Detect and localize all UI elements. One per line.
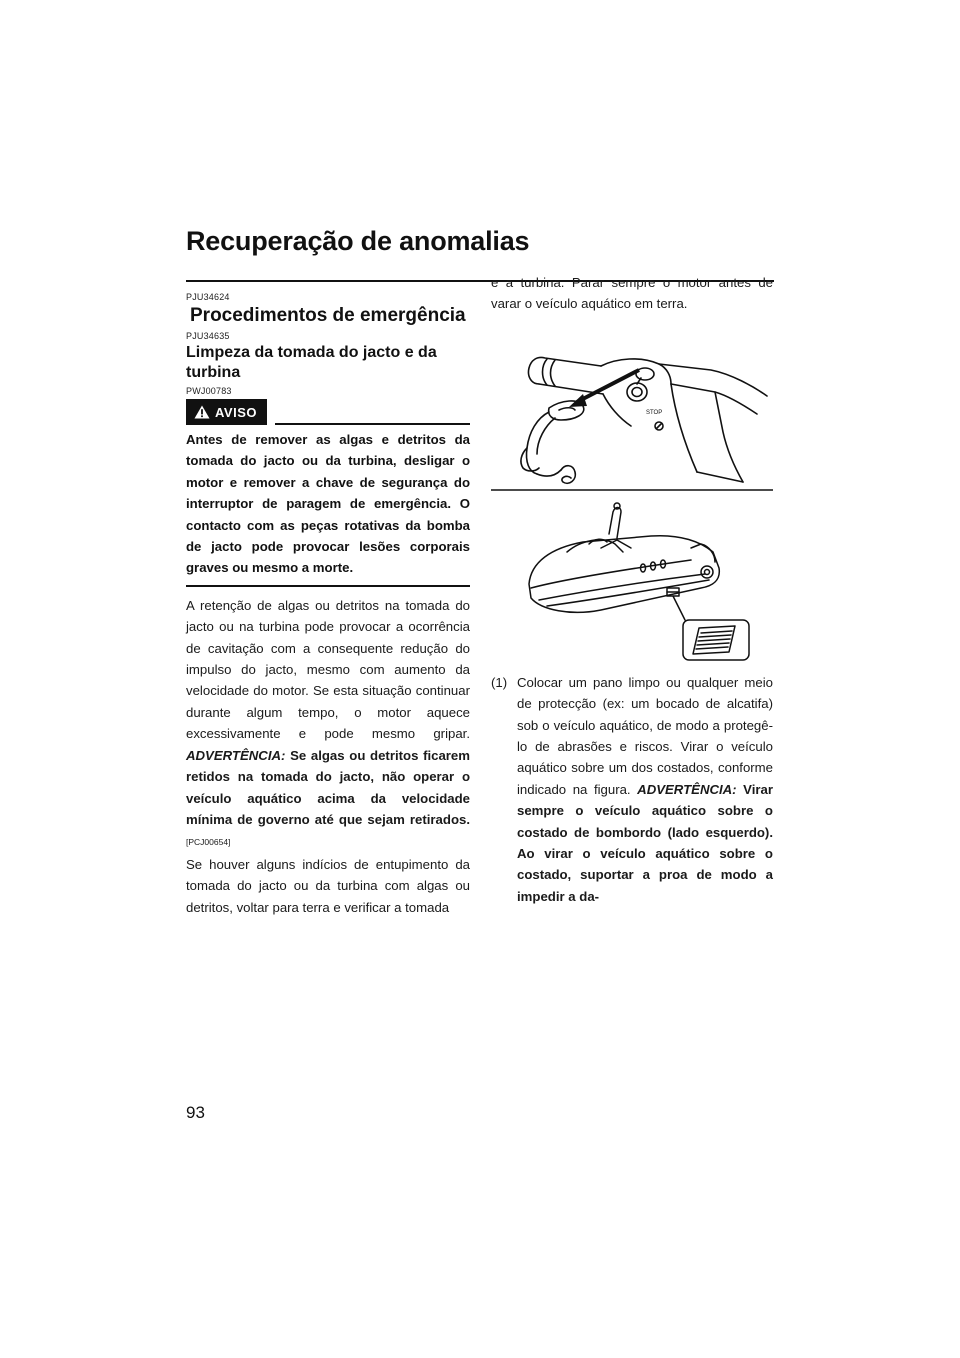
warning-label: AVISO [215, 404, 257, 420]
step-instruction: Colocar um pano limpo ou qualquer meio de protecção (ex: um bocado de alcatifa) sob o veículo aquático, de modo a protegê-lo de abrasões e riscos. Virar o veículo aquático sobre um dos costados, conforme indicado na figura. [517, 674, 773, 797]
page-number: 93 [186, 1103, 205, 1122]
ref-code: PJU34635 [186, 331, 230, 341]
body-paragraph-2: Se houver alguns indícios de entupimento da tomada do jacto ou da turbina com algas ou detritos, voltar para terra e verificar a tomada [186, 856, 470, 915]
warning-top-rule [275, 423, 470, 425]
advertencia-label: ADVERTÊNCIA: [186, 747, 286, 763]
step-1 [491, 672, 773, 907]
left-column [186, 292, 470, 918]
warning-text: Antes de remover as algas e detritos da tomada do jacto ou da turbina, desligar o motor e remover a chave de segurança do interruptor de paragem de emergência. O contacto com as peças rotativas da bomba de jacto pode provocar lesões corporais graves ou mesmo a morte. [186, 432, 470, 576]
body-text: A retenção de algas ou detritos na tomada do jacto ou na turbina pode provocar a ocorrência de cavitação com a consequente redução do impulso do jacto, mesmo com aumento da velocidade do motor. Se esta situação continuar durante algum tempo, o motor aquece excessivamente e pode mesmo gripar. [186, 597, 470, 742]
ref-code: [PCJ00654] [186, 837, 231, 848]
advertencia-text: Se algas ou detritos ficarem retidos na tomada do jacto, não operar o veículo aquático acima da velocidade mínima de governo até que sejam retirados. [186, 747, 470, 827]
section-title: Procedimentos de emergência [190, 305, 466, 326]
warning-triangle-icon [194, 405, 210, 419]
page-title: Recuperação de anomalias [186, 226, 530, 256]
ref-code: PWJ00783 [186, 386, 232, 396]
advertencia-label: ADVERTÊNCIA: [637, 781, 737, 797]
subsection-title: Limpeza da tomada do jacto e da turbina [186, 344, 437, 381]
warning-header [186, 399, 470, 425]
watercraft-intake-illustration [491, 492, 773, 664]
advertencia-text: Virar sempre o veículo aquático sobre o costado de bombordo (lado esquerdo). Ao virar o veículo aquático sobre o costado, suportar a proa de modo a impedir a da- [517, 781, 773, 904]
ref-code: PJU34624 [186, 292, 230, 302]
step-number: (1) [491, 674, 508, 690]
stop-switch-label: STOP [646, 409, 663, 416]
handlebar-lanyard-illustration [491, 322, 773, 492]
body-paragraph [186, 595, 470, 854]
right-column [491, 272, 773, 907]
warning-badge [186, 399, 267, 425]
warning-bottom-rule [186, 585, 470, 587]
body-paragraph-continued: e a turbina. Parar sempre o motor antes de varar o veículo aquático em terra. [491, 275, 773, 312]
step-text [517, 672, 773, 907]
